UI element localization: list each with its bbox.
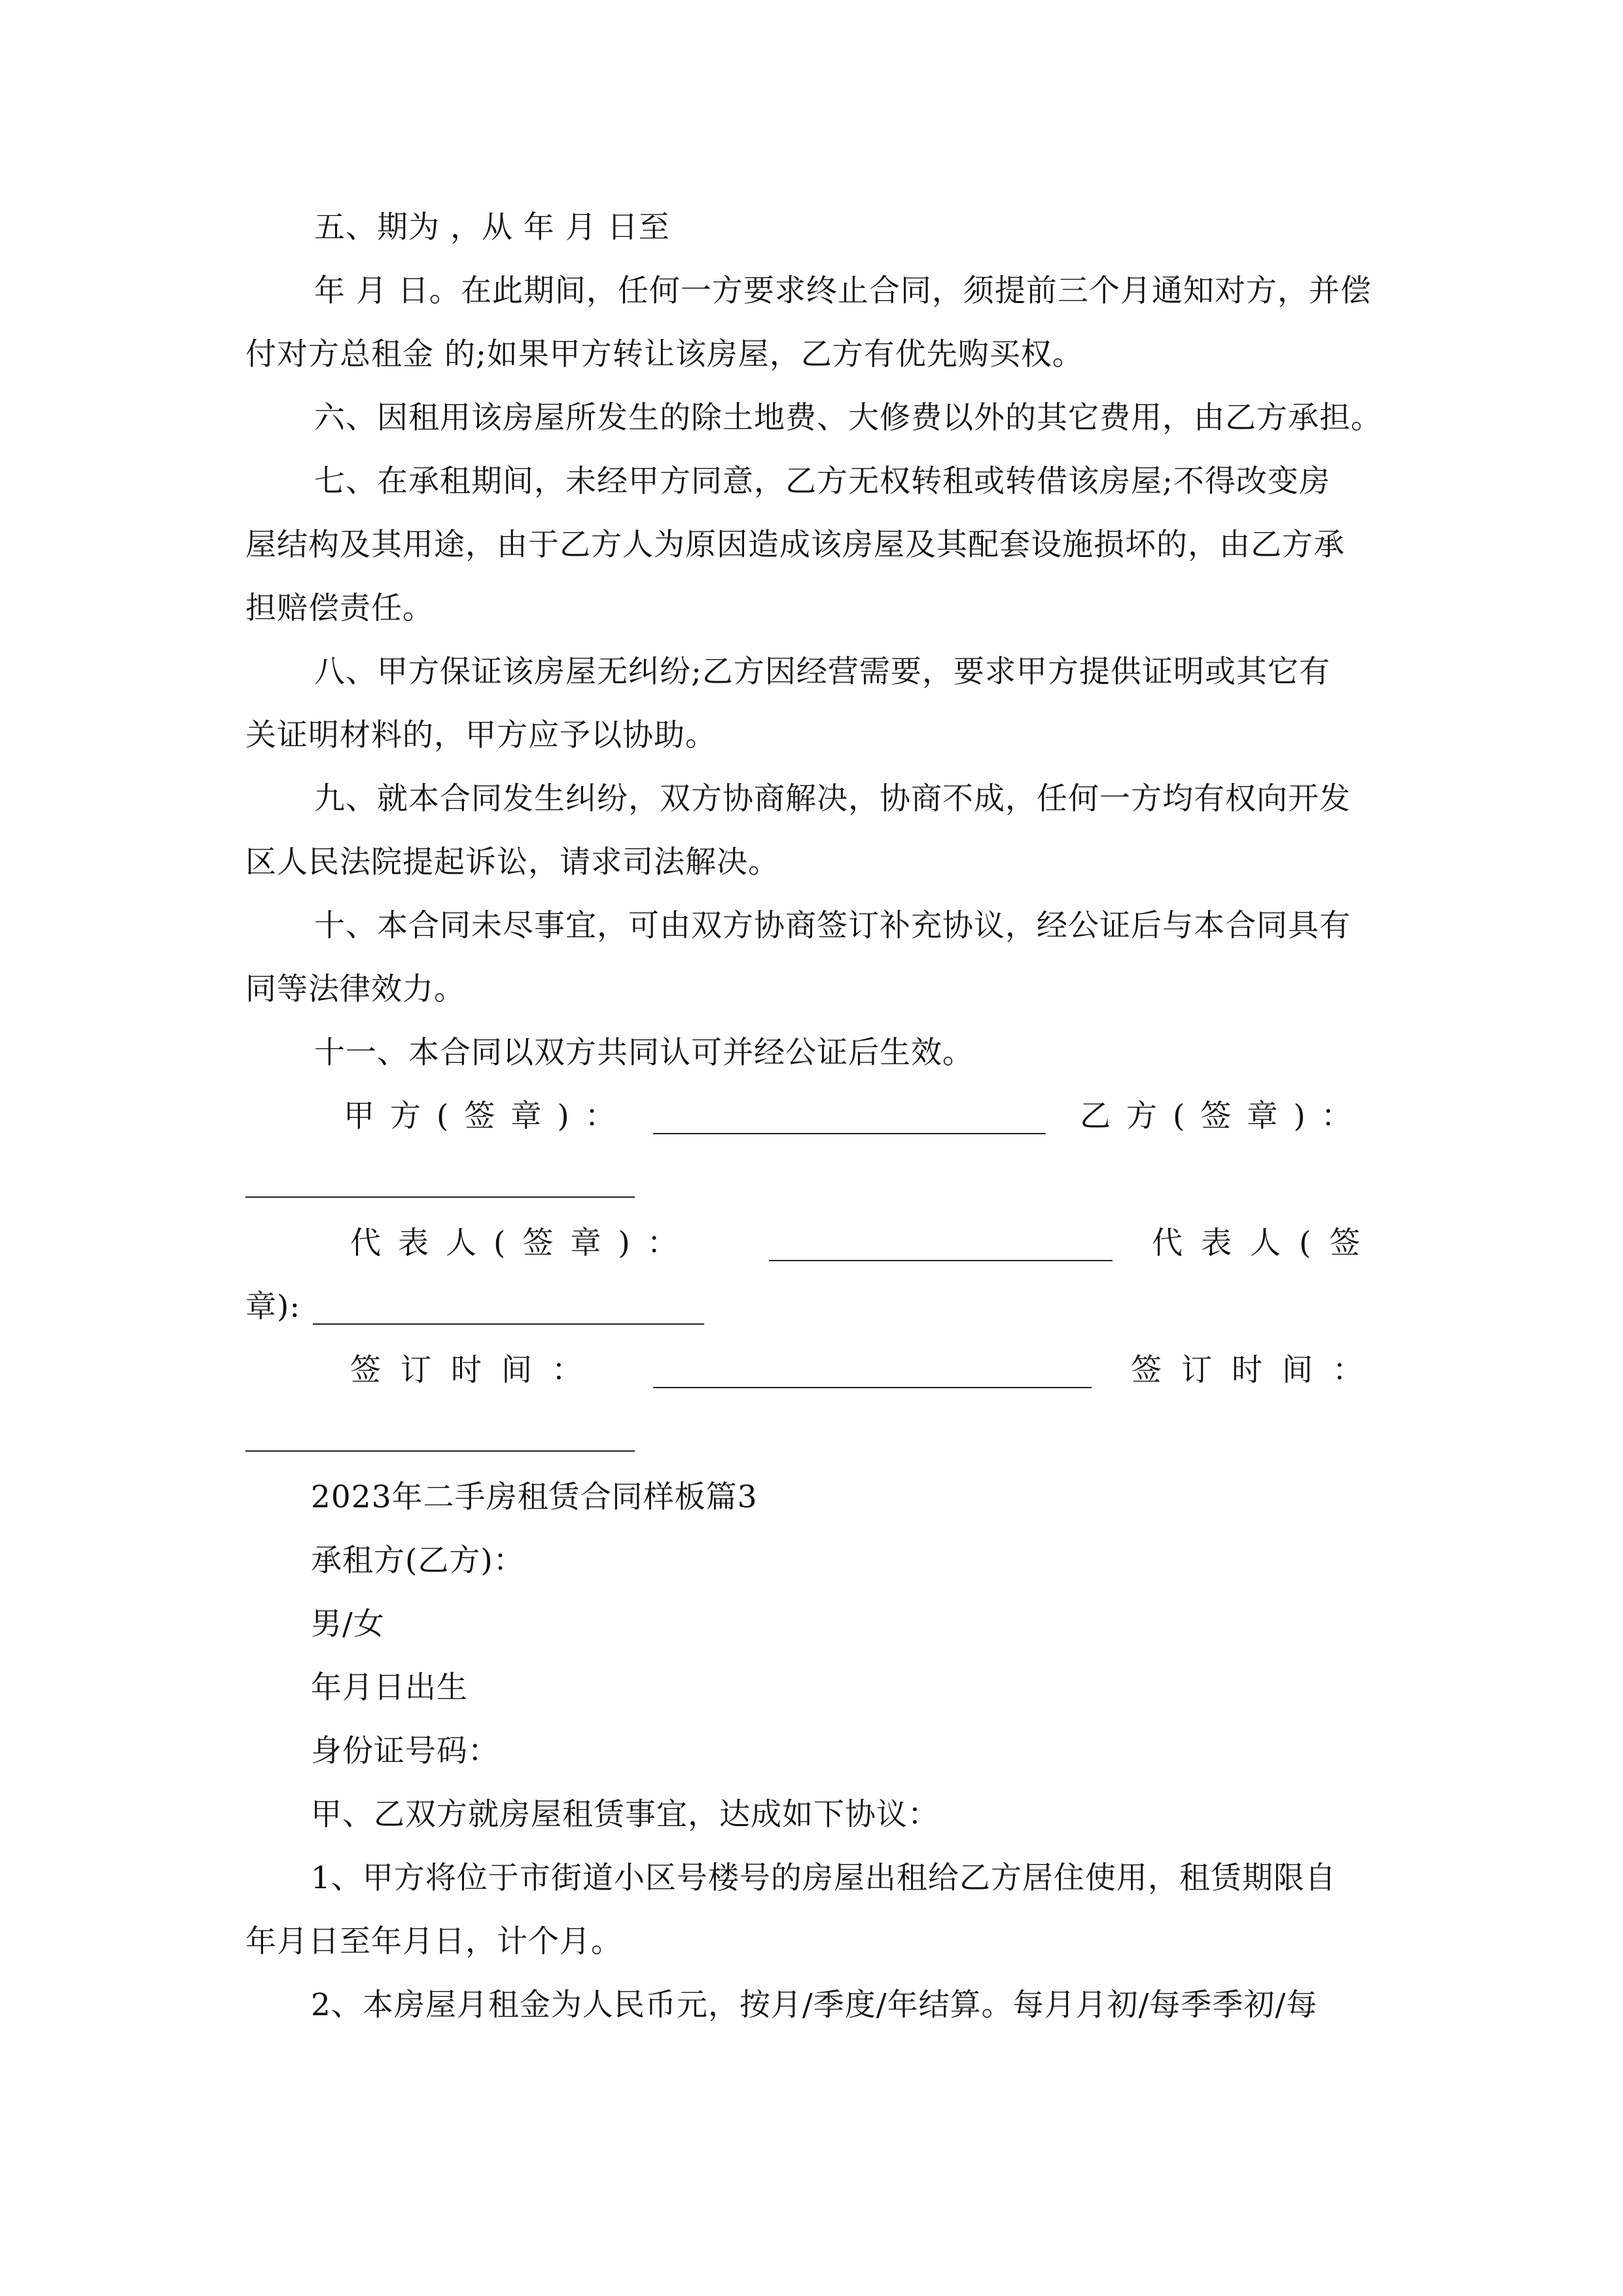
clause-5-line-1: 五、期为 ，从 年 月 日至 (314, 209, 670, 245)
clause-10-line-2: 同等法律效力。 (245, 971, 465, 1007)
party-b-sign-line (245, 1196, 635, 1198)
clause-8-line-1: 八、甲方保证该房屋无纠纷;乙方因经营需要，要求甲方提供证明或其它有 (314, 654, 1330, 690)
lessee-label: 承租方(乙方)： (311, 1543, 525, 1579)
section-3-title: 2023年二手房租赁合同样板篇3 (311, 1479, 758, 1515)
clause-10-line-1: 十、本合同未尽事宜，可由双方协商签订补充协议，经公证后与本合同具有 (314, 908, 1351, 944)
clause-3-1-line-1: 1、甲方将位于市街道小区号楼号的房屋出租给乙方居住使用，租赁期限自 (311, 1860, 1336, 1896)
gender-label: 男/女 (311, 1606, 385, 1642)
clause-5-line-3: 付对方总租金 的;如果甲方转让该房屋，乙方有优先购买权。 (245, 336, 1084, 372)
rep-a-sign-line (769, 1260, 1113, 1261)
rep-a-sign-label: 代表人(签章)： (350, 1225, 695, 1261)
party-a-sign-label: 甲方(签章)： (344, 1098, 632, 1134)
clause-3-2-line-1: 2、本房屋月租金为人民币元，按月/季度/年结算。每月月初/每季季初/每 (311, 1987, 1318, 2023)
rep-b-sign-line (313, 1323, 704, 1325)
clause-7-line-3: 担赔偿责任。 (245, 590, 434, 626)
party-a-sign-line (653, 1133, 1046, 1134)
id-number-label: 身份证号码： (311, 1733, 499, 1769)
clause-7-line-2: 屋结构及其用途，由于乙方人为原因造成该房屋及其配套设施损坏的，由乙方承 (245, 527, 1345, 563)
clause-3-1-line-2: 年月日至年月日，计个月。 (245, 1924, 622, 1960)
date-a-line (653, 1387, 1092, 1388)
clause-5-line-2: 年 月 日。在此期间，任何一方要求终止合同，须提前三个月通知对方，并偿 (314, 273, 1372, 309)
clause-7-line-1: 七、在承租期间，未经甲方同意，乙方无权转租或转借该房屋;不得改变房 (314, 463, 1330, 499)
date-b-line (245, 1450, 635, 1452)
clause-9-line-2: 区人民法院提起诉讼，请求司法解决。 (245, 844, 779, 880)
party-b-sign-label: 乙方(签章)： (1080, 1098, 1368, 1134)
agreement-intro: 甲、乙双方就房屋租赁事宜，达成如下协议： (311, 1797, 939, 1833)
clause-9-line-1: 九、就本合同发生纠纷，双方协商解决，协商不成，任何一方均有权向开发 (314, 781, 1351, 817)
clause-8-line-2: 关证明材料的，甲方应予以协助。 (245, 717, 717, 753)
date-a-label: 签订时间： (350, 1352, 602, 1388)
rep-b-sign-label-part2: 章): (245, 1289, 301, 1325)
rep-b-sign-label-part1: 代表人(签 (1152, 1225, 1379, 1261)
date-b-label: 签订时间： (1131, 1352, 1383, 1388)
birth-label: 年月日出生 (311, 1670, 468, 1706)
clause-6: 六、因租用该房屋所发生的除土地费、大修费以外的其它费用，由乙方承担。 (314, 400, 1382, 436)
clause-11: 十一、本合同以双方共同认可并经公证后生效。 (314, 1035, 974, 1071)
